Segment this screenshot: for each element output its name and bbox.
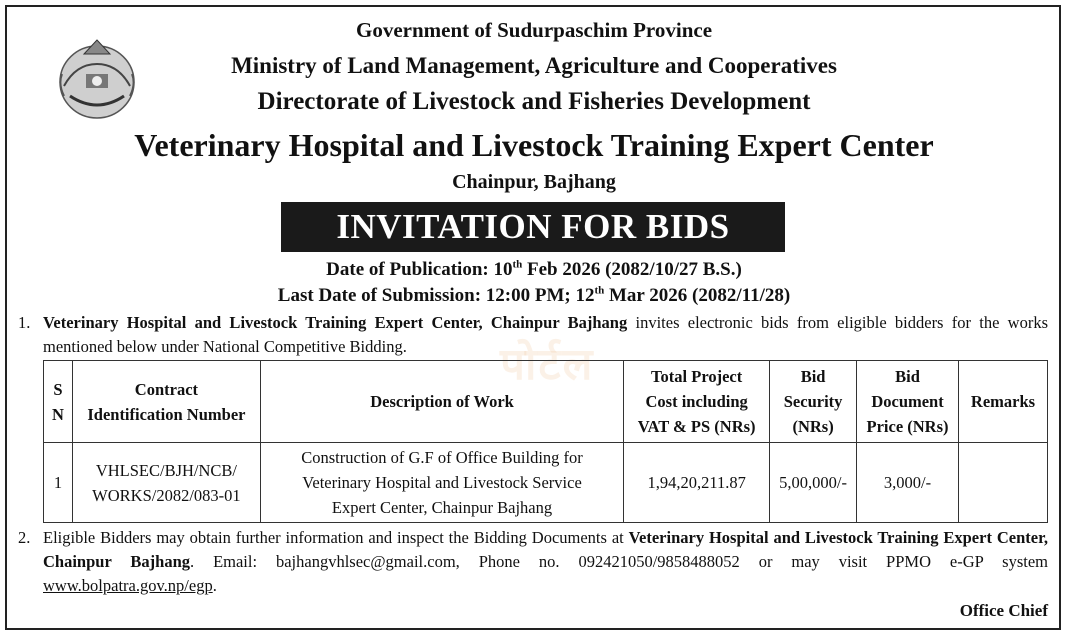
- header-government: Government of Sudurpaschim Province: [355, 18, 713, 42]
- header-ministry: Ministry of Land Management, Agriculture and Cooperatives: [231, 53, 837, 78]
- col-header-cost: Total Project Cost including VAT & PS (NRs): [624, 361, 770, 443]
- table-header-row: [44, 361, 1048, 443]
- col-header-description: Description of Work: [260, 361, 623, 443]
- invitation-banner: INVITATION FOR BIDS: [281, 202, 785, 252]
- header-location: Chainpur, Bajhang: [452, 171, 616, 193]
- cell-remarks: [959, 443, 1048, 523]
- col-header-remarks: Remarks: [959, 361, 1048, 443]
- cell-cost: 1,94,20,211.87: [624, 443, 770, 523]
- publication-date: Date of Publication: 10th Feb 2026 (2082/10/27 B.S.): [326, 258, 742, 280]
- cell-description: Construction of G.F of Office Building for Veterinary Hospital and Livestock Service Expert Center, Chainpur Bajhang: [260, 443, 623, 523]
- paragraph-2: 2. Eligible Bidders may obtain further information and inspect the Bidding Documents at Veterinary Hospital and Livestock Training Expert Center, Chainpur Bajhang. Email: bajhangvhlsec@gmail.com, Phone no. 092421050/9858488052 or may visit PPMO e-GP system www.bolpatra.gov.np/egp.: [18, 528, 1048, 595]
- watermark-logo: पोर्टल: [500, 339, 595, 390]
- paragraph-number: 1.: [18, 313, 31, 332]
- cell-sn: 1: [44, 443, 73, 523]
- col-header-security: Bid Security (NRs): [770, 361, 857, 443]
- col-header-sn: S N: [44, 361, 73, 443]
- bids-table: [43, 360, 1048, 523]
- paragraph-number: 2.: [18, 528, 31, 547]
- cell-doc-price: 3,000/-: [857, 443, 959, 523]
- header-office: Veterinary Hospital and Livestock Training Expert Center: [134, 127, 934, 163]
- signature-office-chief: Office Chief: [959, 601, 1048, 620]
- paragraph-1: 1. Veterinary Hospital and Livestock Training Expert Center, Chainpur Bajhang invites electronic bids from eligible bidders for the works mentioned below under National Competitive Bidding.: [18, 313, 1048, 356]
- cell-contract: VHLSEC/BJH/NCB/ WORKS/2082/083-01: [72, 443, 260, 523]
- egp-link[interactable]: www.bolpatra.gov.np/egp: [43, 576, 213, 595]
- header-directorate: Directorate of Livestock and Fisheries Development: [257, 88, 811, 115]
- submission-deadline: Last Date of Submission: 12:00 PM; 12th Mar 2026 (2082/11/28): [277, 284, 791, 306]
- col-header-doc-price: Bid Document Price (NRs): [857, 361, 959, 443]
- col-header-contract: Contract Identification Number: [72, 361, 260, 443]
- table-row: [44, 443, 1048, 523]
- cell-security: 5,00,000/-: [770, 443, 857, 523]
